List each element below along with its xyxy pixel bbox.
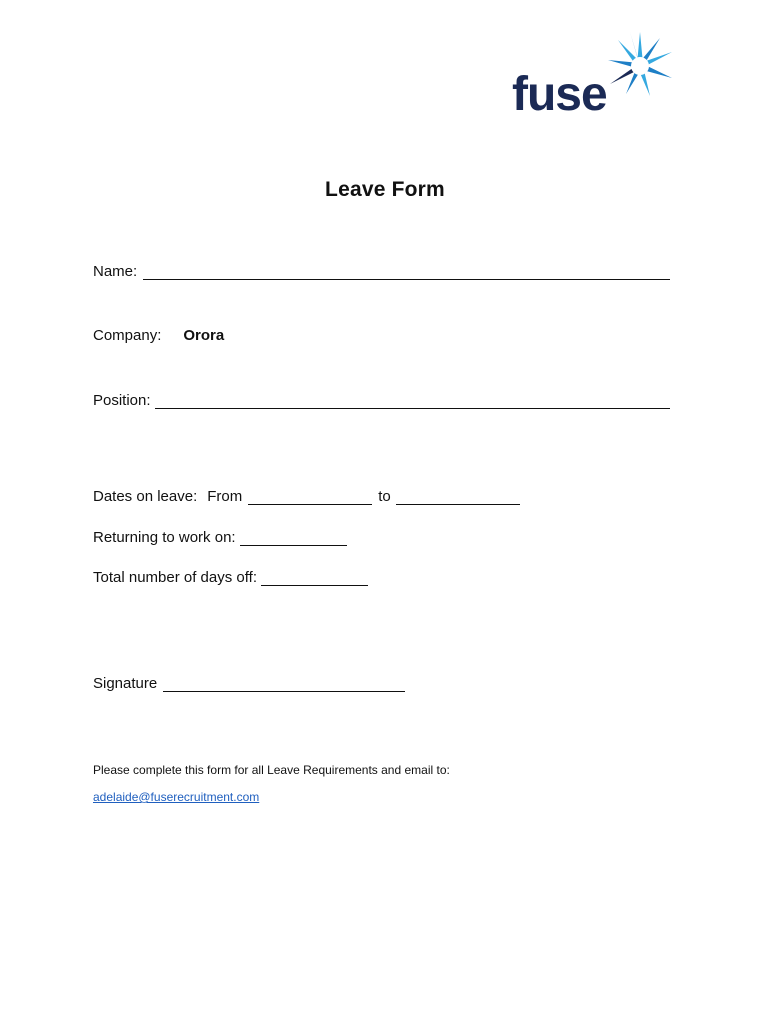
returning-label: Returning to work on:: [93, 529, 236, 546]
dates-label: Dates on leave:: [93, 488, 198, 505]
name-field[interactable]: [143, 265, 670, 280]
signature-label: Signature: [93, 675, 158, 692]
from-date-field[interactable]: [248, 490, 372, 505]
form-title: Leave Form: [325, 178, 445, 201]
total-days-label: Total number of days off:: [93, 569, 257, 586]
logo-wordmark: fuse: [512, 68, 607, 121]
company-label: Company:: [93, 327, 162, 344]
email-link[interactable]: adelaide@fuserecruitment.com: [93, 790, 260, 804]
name-row: [93, 263, 670, 280]
from-label: From: [207, 488, 243, 505]
position-field[interactable]: [155, 394, 670, 409]
returning-date-field[interactable]: [240, 531, 347, 546]
total-days-field[interactable]: [261, 571, 368, 586]
dates-row: [93, 488, 520, 505]
to-date-field[interactable]: [396, 490, 520, 505]
fuse-logo: [508, 22, 684, 122]
returning-row: [93, 529, 347, 546]
total-days-row: [93, 569, 368, 586]
position-row: [93, 392, 670, 409]
signature-row: [93, 675, 405, 692]
signature-field[interactable]: [163, 677, 405, 692]
company-value: Orora: [183, 327, 225, 344]
to-label: to: [378, 488, 391, 505]
company-row: [93, 327, 224, 344]
starburst-icon: [608, 32, 672, 96]
footer-instruction: Please complete this form for all Leave Requirements and email to:: [93, 763, 450, 777]
name-label: Name:: [93, 263, 138, 280]
position-label: Position:: [93, 392, 151, 409]
